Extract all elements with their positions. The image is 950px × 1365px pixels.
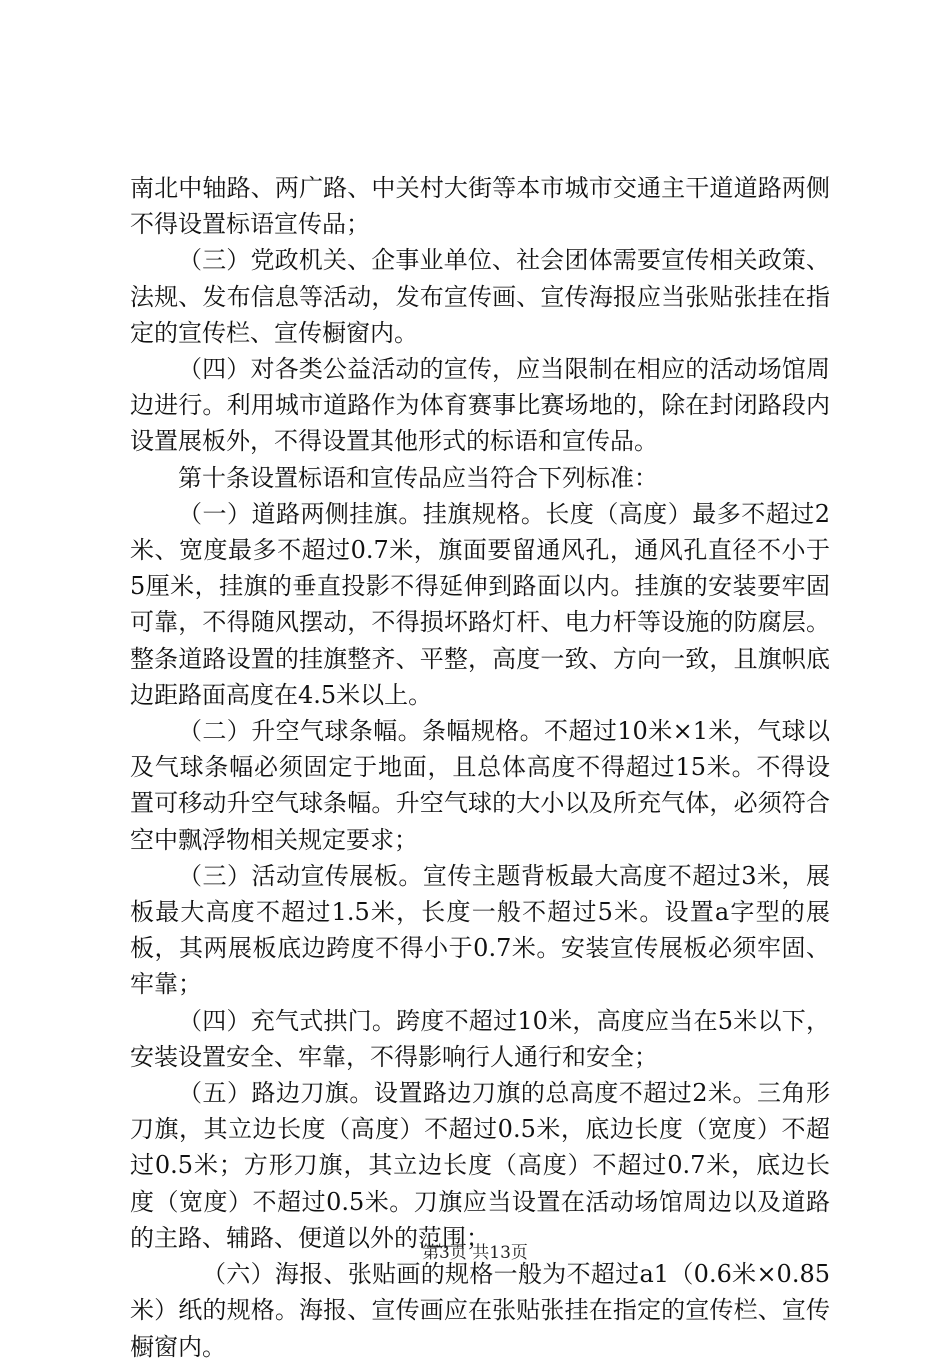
paragraph-9: （五）路边刀旗。设置路边刀旗的总高度不超过2米。三角形刀旗，其立边长度（高度）不超过0.5米，底边长度（宽度）不超过0.5米；方形刀旗，其立边长度（高度）不超过0.7米，底边长度（宽度）不超过0.5米。刀旗应当设置在活动场馆周边以及道路的主路、辅路、便道以外的范围； (130, 1079, 830, 1252)
paragraph-1: 南北中轴路、两广路、中关村大街等本市城市交通主干道道路两侧不得设置标语宣传品； (130, 174, 830, 239)
paragraph-8: （四）充气式拱门。跨度不超过10米，高度应当在5米以下，安装设置安全、牢靠，不得影响行人通行和安全； (130, 1006, 830, 1071)
page-footer: 第3页 共13页 (422, 1243, 528, 1263)
paragraph-10: （六）海报、张贴画的规格一般为不超过a1（0.6米×0.85米）纸的规格。海报、宣传画应在张贴张挂在指定的宣传栏、宣传橱窗内。 (130, 1260, 830, 1361)
paragraph-3: （四）对各类公益活动的宣传，应当限制在相应的活动场馆周边进行。利用城市道路作为体育赛事比赛场地的，除在封闭路段内设置展板外，不得设置其他形式的标语和宣传品。 (130, 355, 830, 456)
paragraph-4: 第十条设置标语和宣传品应当符合下列标准： (178, 463, 658, 492)
paragraph-2: （三）党政机关、企事业单位、社会团体需要宣传相关政策、法规、发布信息等活动，发布宣传画、宣传海报应当张贴张挂在指定的宣传栏、宣传橱窗内。 (130, 246, 830, 347)
document-body (130, 170, 830, 1365)
paragraph-5: （一）道路两侧挂旗。挂旗规格。长度（高度）最多不超过2米、宽度最多不超过0.7米，旗面要留通风孔，通风孔直径不小于5厘米，挂旗的垂直投影不得延伸到路面以内。挂旗的安装要牢固可靠，不得随风摆动，不得损坏路灯杆、电力杆等设施的防腐层。整条道路设置的挂旗整齐、平整，高度一致、方向一致，且旗帜底边距路面高度在4.5米以上。 (130, 499, 830, 709)
paragraph-7: （三）活动宣传展板。宣传主题背板最大高度不超过3米，展板最大高度不超过1.5米，长度一般不超过5米。设置a字型的展板，其两展板底边跨度不得小于0.7米。安装宣传展板必须牢固、牢靠； (130, 861, 830, 999)
paragraph-6: （二）升空气球条幅。条幅规格。不超过10米×1米，气球以及气球条幅必须固定于地面，且总体高度不得超过15米。不得设置可移动升空气球条幅。升空气球的大小以及所充气体，必须符合空中飘浮物相关规定要求； (130, 717, 830, 854)
